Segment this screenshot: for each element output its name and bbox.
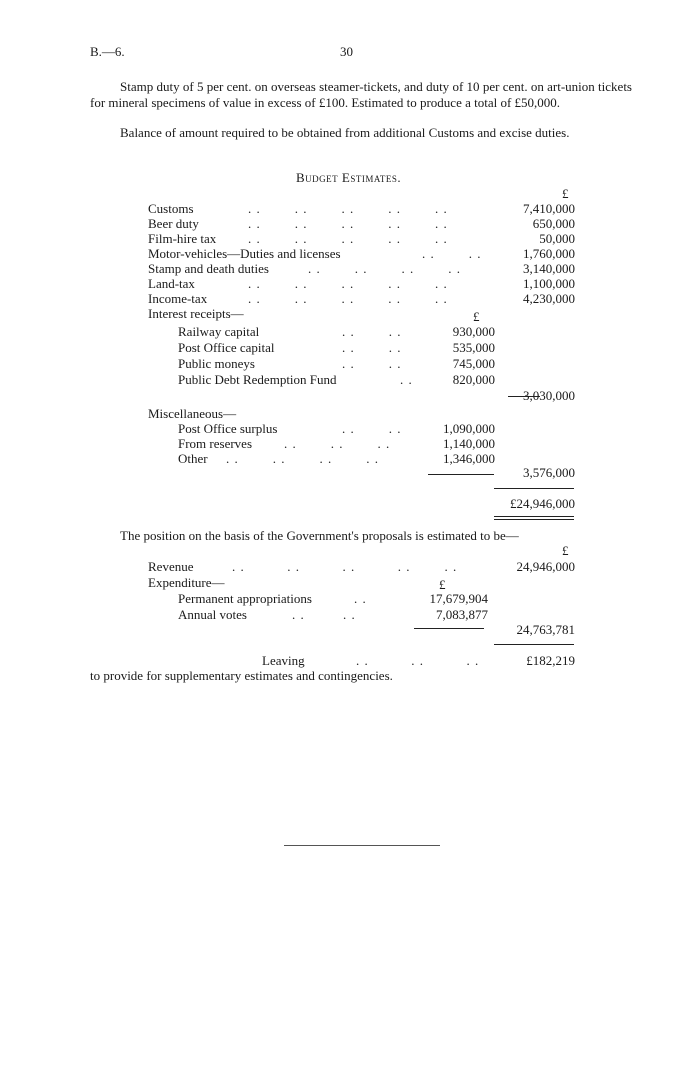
subtotal-rule — [414, 628, 484, 629]
expenditure-label: Expenditure— — [148, 575, 225, 590]
interest-item-label: Post Office capital — [178, 340, 275, 355]
leader-dots: . . . . . . . . . . — [248, 216, 448, 231]
misc-heading: Miscellaneous— — [148, 406, 237, 421]
leader-dots: . . . . — [342, 340, 402, 355]
grand-total: £24,946,000 — [510, 496, 575, 511]
leader-dots: . . . . . . — [356, 653, 480, 668]
leader-dots: . . — [400, 372, 413, 387]
expenditure-total: 24,763,781 — [516, 622, 575, 637]
revenue-label: Revenue — [148, 559, 194, 574]
budget-item-amount: 1,100,000 — [523, 276, 575, 291]
leader-dots: . . . . . . . . . . — [248, 231, 448, 246]
interest-item-label: Public moneys — [178, 356, 255, 371]
leader-dots: . . . . . . . . . . — [248, 201, 448, 216]
double-rule-bottom — [494, 519, 574, 520]
misc-item-label: From reserves — [178, 436, 253, 451]
budget-item-amount: 50,000 — [539, 231, 575, 246]
interest-item-label: Public Debt Redemption Fund — [178, 372, 337, 387]
leader-dots: . . . . . . . . . . — [248, 291, 448, 306]
expenditure-item-label: Annual votes — [178, 607, 247, 622]
leaving-label: Leaving — [262, 653, 305, 668]
total-rule — [494, 644, 574, 645]
interest-total: 3,030,000 — [523, 388, 575, 403]
misc-item-label: Post Office surplus — [178, 421, 278, 436]
subtotal-rule — [428, 474, 494, 475]
page-number: 30 — [340, 44, 353, 59]
stamp-duty-paragraph: Stamp duty of 5 per cent. on overseas steamer-tickets, and duty of 10 per cent. on art-union tickets for mineral specimens of value in excess of £100. Estimated to produce a total of £50,000. — [90, 79, 632, 110]
misc-total: 3,576,000 — [523, 465, 575, 480]
expenditure-currency: £ — [439, 577, 446, 592]
interest-item-label: Railway capital — [178, 324, 260, 339]
misc-item-amount: 1,346,000 — [443, 451, 495, 466]
expenditure-item-amount: 17,679,904 — [429, 591, 488, 606]
budget-item-label: Motor-vehicles—Duties and licenses — [148, 246, 341, 261]
leader-dots: . . . . — [342, 324, 402, 339]
interest-item-amount: 535,000 — [452, 340, 495, 355]
interest-currency: £ — [473, 309, 480, 324]
misc-item-amount: 1,090,000 — [443, 421, 495, 436]
budget-item-amount: 7,410,000 — [523, 201, 575, 216]
total-rule — [494, 488, 574, 489]
expenditure-item-amount: 7,083,877 — [436, 607, 488, 622]
position-intro: The position on the basis of the Government's proposals is estimated to be— — [120, 528, 519, 543]
budget-title: Budget Estimates. — [296, 170, 402, 185]
budget-item-label: Film-hire tax — [148, 231, 217, 246]
budget-item-amount: 650,000 — [532, 216, 575, 231]
budget-item-amount: 4,230,000 — [523, 291, 575, 306]
budget-item-label: Land-tax — [148, 276, 195, 291]
leader-dots: . . . . — [342, 421, 402, 436]
interest-heading: Interest receipts— — [148, 306, 244, 321]
leader-dots: . . . . . . . . — [226, 451, 379, 466]
budget-item-label: Beer duty — [148, 216, 199, 231]
leader-dots: . . — [354, 591, 367, 606]
expenditure-item-label: Permanent appropriations — [178, 591, 312, 606]
revenue-amount: 24,946,000 — [516, 559, 575, 574]
leader-dots: . . . . — [292, 607, 356, 622]
document-reference: B.—6. — [90, 44, 125, 59]
closing-line: to provide for supplementary estimates and contingencies. — [90, 668, 393, 683]
interest-item-amount: 930,000 — [452, 324, 495, 339]
leaving-amount: £182,219 — [526, 653, 575, 668]
budget-item-label: Stamp and death duties — [148, 261, 269, 276]
balance-paragraph: Balance of amount required to be obtained from additional Customs and excise duties. — [120, 125, 570, 140]
budget-item-label: Customs — [148, 201, 194, 216]
leader-dots: . . . . . . — [284, 436, 391, 451]
leader-dots: . . . . . . . . . . — [232, 559, 458, 574]
budget-item-amount: 1,760,000 — [523, 246, 575, 261]
leader-dots: . . . . . . . . — [308, 261, 461, 276]
leader-dots: . . . . — [422, 246, 482, 261]
interest-item-amount: 820,000 — [452, 372, 495, 387]
currency-header: £ — [562, 186, 569, 201]
double-rule-top — [494, 516, 574, 517]
position-currency: £ — [562, 543, 569, 558]
budget-item-amount: 3,140,000 — [523, 261, 575, 276]
section-divider — [284, 845, 440, 846]
interest-item-amount: 745,000 — [452, 356, 495, 371]
leader-dots: . . . . . . . . . . — [248, 276, 448, 291]
misc-item-label: Other — [178, 451, 208, 466]
misc-item-amount: 1,140,000 — [443, 436, 495, 451]
budget-item-label: Income-tax — [148, 291, 208, 306]
leader-dots: . . . . — [342, 356, 402, 371]
